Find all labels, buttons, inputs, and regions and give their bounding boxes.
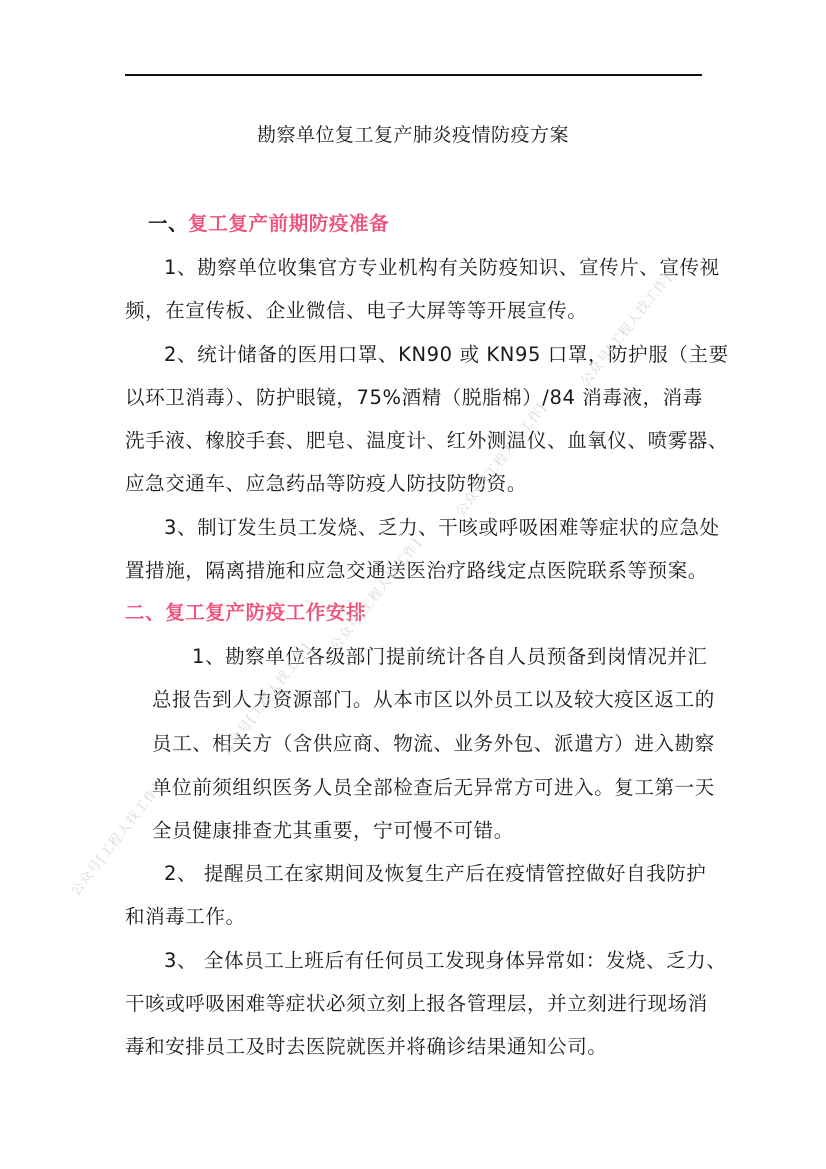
section-1-title: 复工复产前期防疫准备 (188, 212, 390, 235)
s2-p2-line1: 2、 提醒员工在家期间及恢复生产后在疫情管控做好自我防护 (164, 862, 707, 885)
section-1-number: 一、 (148, 212, 189, 235)
s2-p1-line1: 1、勘察单位各级部门提前统计各自人员预备到岗情况并汇 (192, 645, 708, 668)
section-2-title: 复工复产防疫工作安排 (165, 601, 367, 624)
watermark: 公众号[工程人找工作] (68, 780, 166, 899)
s1-p2-line4: 应急交通车、应急药品等防疫人防技防物资。 (125, 472, 528, 495)
s1-p1-line1: 1、勘察单位收集官方专业机构有关防疫知识、宣传片、宣传视 (164, 256, 720, 279)
watermark: 公众号[工程人找工作] (453, 400, 551, 519)
s2-p3-line2: 干咳或呼吸困难等症状必须立刻上报各管理层，并立刻进行现场消 (125, 992, 708, 1015)
s1-p2-line2: 以环卫消毒）、防护眼镜，75%酒精（脱脂棉）/84 消毒液，消毒 (125, 386, 703, 409)
s2-p1-line2: 总报告到人力资源部门。从本市区以外员工以及较大疫区返工的 (152, 688, 715, 711)
s2-p1-line5: 全员健康排查尤其重要，宁可慢不可错。 (152, 819, 514, 842)
section-2-heading (125, 597, 366, 625)
watermark: 公众号[工程人找工作] (578, 270, 676, 389)
s2-p2-line2: 和消毒工作。 (125, 905, 246, 928)
s1-p2-line1: 2、统计储备的医用口罩、KN90 或 KN95 口罩，防护服（主要 (164, 343, 729, 366)
s2-p1-line3: 员工、相关方（含供应商、物流、业务外包、派遣方）进入勘察 (152, 732, 715, 755)
s2-p3-line1: 3、 全体员工上班后有任何员工发现身体异常如：发烧、乏力、 (164, 949, 727, 972)
s2-p1-line4: 单位前须组织医务人员全部检查后无异常方可进入。复工第一天 (152, 776, 715, 799)
s2-p3-line3: 毒和安排员工及时去医院就医并将确诊结果通知公司。 (125, 1035, 608, 1058)
section-1-heading (148, 208, 389, 236)
document-title: 勘察单位复工复产肺炎疫情防疫方案 (256, 124, 569, 146)
section-2-number: 二、 (125, 601, 166, 624)
header-rule (125, 74, 702, 76)
s1-p3-line2: 置措施，隔离措施和应急交通送医治疗路线定点医院联系等预案。 (125, 559, 708, 582)
watermark: 公众号[工程人找工作] (328, 535, 426, 654)
s1-p2-line3: 洗手液、橡胶手套、肥皂、温度计、红外测温仪、血氧仪、喷雾器、 (125, 429, 729, 452)
s1-p3-line1: 3、制订发生员工发烧、乏力、干咳或呼吸困难等症状的应急处 (164, 516, 720, 539)
s1-p1-line2: 频，在宣传板、企业微信、电子大屏等等开展宣传。 (125, 299, 588, 322)
watermark: 公众号[工程人找工作] (218, 640, 316, 759)
